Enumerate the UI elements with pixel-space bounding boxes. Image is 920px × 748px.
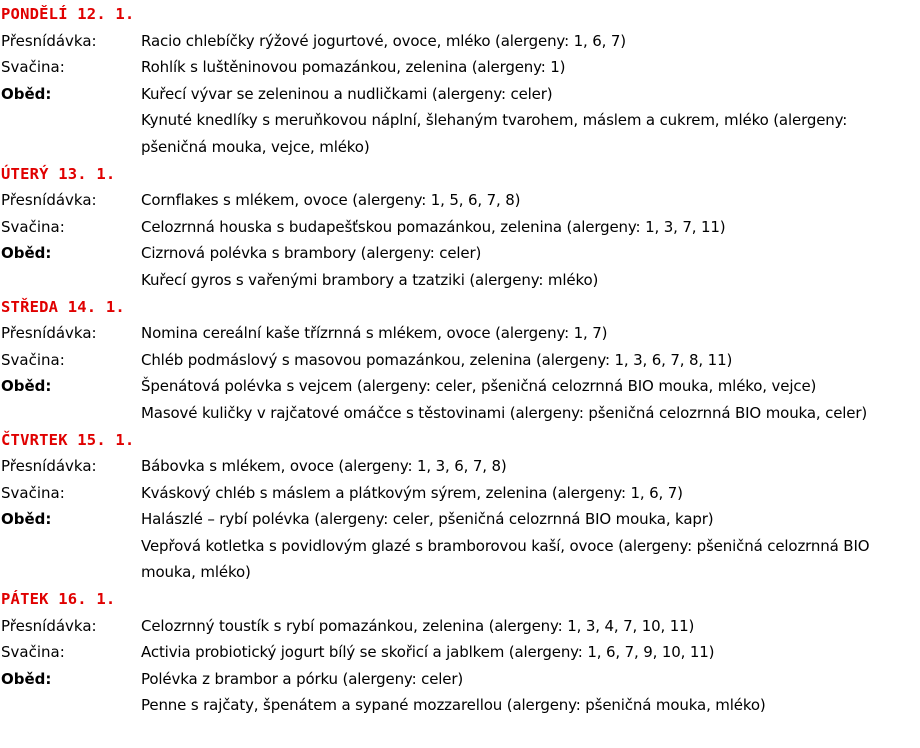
lunch-main: Kynuté knedlíky s meruňkovou náplní, šlehaným tvarohem, máslem a cukrem, mléko (alergeny: pšeničná mouka, vejce, mléko) (141, 111, 848, 156)
breakfast-row (1, 453, 916, 480)
day-title: PÁTEK 16. 1. (1, 590, 116, 609)
breakfast-row (1, 613, 916, 640)
lunch-items (141, 666, 916, 719)
snack-label: Svačina: (1, 58, 65, 77)
snack-text: Activia probiotický jogurt bílý se skořicí a jablkem (alergeny: 1, 6, 7, 9, 10, 11) (141, 643, 715, 662)
breakfast-label: Přesnídávka: (1, 324, 97, 343)
lunch-label: Oběd: (1, 244, 52, 263)
lunch-soup: Cizrnová polévka s brambory (alergeny: celer) (141, 244, 482, 263)
snack-label: Svačina: (1, 483, 65, 502)
day-title: PONDĚLÍ 12. 1. (1, 5, 135, 23)
breakfast-row (1, 320, 916, 347)
snack-row (1, 214, 916, 241)
day-section-thursday (1, 427, 916, 587)
lunch-soup: Kuřecí vývar se zeleninou a nudličkami (alergeny: celer) (141, 84, 553, 103)
lunch-row (1, 506, 916, 586)
lunch-items (141, 240, 916, 293)
day-section-wednesday (1, 294, 916, 427)
lunch-label: Oběd: (1, 510, 52, 529)
lunch-main: Vepřová kotletka s povidlovým glazé s bramborovou kaší, ovoce (alergeny: pšeničná celozrnná BIO mouka, mléko) (141, 536, 870, 582)
breakfast-text: Racio chlebíčky rýžové jogurtové, ovoce, mléko (alergeny: 1, 6, 7) (141, 31, 626, 50)
snack-label: Svačina: (1, 217, 65, 236)
snack-row (1, 480, 916, 507)
breakfast-label: Přesnídávka: (1, 191, 97, 210)
breakfast-row (1, 187, 916, 214)
day-title: ÚTERÝ 13. 1. (1, 164, 116, 183)
breakfast-text: Nomina cereální kaše třízrnná s mlékem, ovoce (alergeny: 1, 7) (141, 324, 608, 343)
weekly-menu (1, 1, 916, 719)
lunch-main: Masové kuličky v rajčatové omáčce s těstovinami (alergeny: pšeničná celozrnná BIO mouka, celer) (141, 403, 868, 422)
day-section-friday (1, 586, 916, 719)
lunch-row (1, 666, 916, 719)
day-section-tuesday (1, 161, 916, 294)
breakfast-label: Přesnídávka: (1, 31, 97, 50)
lunch-row (1, 240, 916, 293)
lunch-main: Kuřecí gyros s vařenými brambory a tzatziki (alergeny: mléko) (141, 270, 599, 289)
lunch-label: Oběd: (1, 377, 52, 396)
breakfast-text: Bábovka s mlékem, ovoce (alergeny: 1, 3, 6, 7, 8) (141, 457, 507, 476)
day-title: ČTVRTEK 15. 1. (1, 430, 135, 449)
lunch-soup: Špenátová polévka s vejcem (alergeny: celer, pšeničná celozrnná BIO mouka, mléko, vejce) (141, 377, 817, 396)
snack-text: Rohlík s luštěninovou pomazánkou, zelenina (alergeny: 1) (141, 58, 566, 77)
breakfast-text: Cornflakes s mlékem, ovoce (alergeny: 1, 5, 6, 7, 8) (141, 191, 521, 210)
breakfast-row (1, 28, 916, 55)
day-section-monday (1, 1, 916, 161)
snack-label: Svačina: (1, 350, 65, 369)
day-title: STŘEDA 14. 1. (1, 297, 125, 316)
breakfast-text: Celozrnný toustík s rybí pomazánkou, zelenina (alergeny: 1, 3, 4, 7, 10, 11) (141, 616, 695, 635)
breakfast-label: Přesnídávka: (1, 457, 97, 476)
lunch-row (1, 373, 916, 426)
lunch-soup: Halászlé – rybí polévka (alergeny: celer, pšeničná celozrnná BIO mouka, kapr) (141, 510, 714, 529)
lunch-items (141, 373, 916, 426)
snack-text: Chléb podmáslový s masovou pomazánkou, zelenina (alergeny: 1, 3, 6, 7, 8, 11) (141, 350, 733, 369)
lunch-soup: Polévka z brambor a pórku (alergeny: celer) (141, 669, 464, 688)
lunch-items (141, 81, 916, 161)
lunch-label: Oběd: (1, 669, 52, 688)
snack-row (1, 639, 916, 666)
snack-row (1, 347, 916, 374)
snack-label: Svačina: (1, 643, 65, 662)
lunch-label: Oběd: (1, 84, 52, 103)
snack-row (1, 54, 916, 81)
lunch-main: Penne s rajčaty, špenátem a sypané mozzarellou (alergeny: pšeničná mouka, mléko) (141, 696, 766, 715)
snack-text: Celozrnná houska s budapešťskou pomazánkou, zelenina (alergeny: 1, 3, 7, 11) (141, 217, 726, 236)
lunch-row (1, 81, 916, 161)
snack-text: Kváskový chléb s máslem a plátkovým sýrem, zelenina (alergeny: 1, 6, 7) (141, 483, 683, 502)
breakfast-label: Přesnídávka: (1, 616, 97, 635)
lunch-items (141, 506, 916, 586)
